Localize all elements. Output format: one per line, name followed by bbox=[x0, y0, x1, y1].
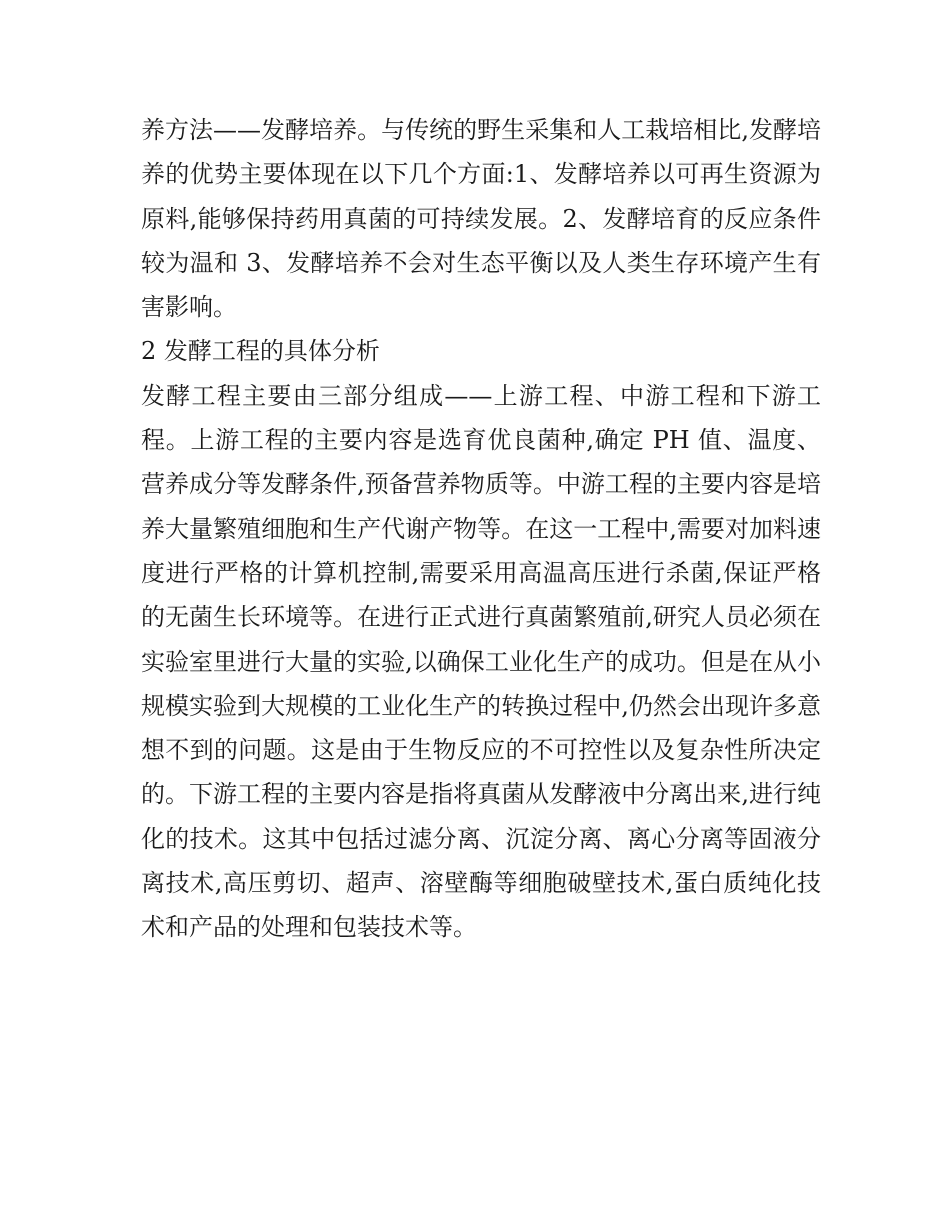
document-body bbox=[141, 108, 821, 950]
paragraph-fermentation-advantages: 养方法——发酵培养。与传统的野生采集和人工栽培相比,发酵培养的优势主要体现在以下几个方面:1、发酵培养以可再生资源为原料,能够保持药用真菌的可持续发展。2、发酵培育的反应条件较为温和 3、发酵培养不会对生态平衡以及人类生存环境产生有害影响。 bbox=[141, 116, 821, 322]
section-heading: 2 发酵工程的具体分析 bbox=[141, 337, 380, 366]
paragraph-fermentation-engineering: 发酵工程主要由三部分组成——上游工程、中游工程和下游工程。上游工程的主要内容是选育优良菌种,确定 PH 值、温度、营养成分等发酵条件,预备营养物质等。中游工程的主要内容是培养大量繁殖细胞和生产代谢产物等。在这一工程中,需要对加料速度进行严格的计算机控制,需要采用高温高压进行杀菌,保证严格的无菌生长环境等。在进行正式进行真菌繁殖前,研究人员必须在实验室里进行大量的实验,以确保工业化生产的成功。但是在从小规模实验到大规模的工业化生产的转换过程中,仍然会出现许多意想不到的问题。这是由于生物反应的不可控性以及复杂性所决定的。下游工程的主要内容是指将真菌从发酵液中分离出来,进行纯化的技术。这其中包括过滤分离、沉淀分离、离心分离等固液分离技术,高压剪切、超声、溶壁酶等细胞破壁技术,蛋白质纯化技术和产品的处理和包装技术等。 bbox=[141, 381, 821, 942]
